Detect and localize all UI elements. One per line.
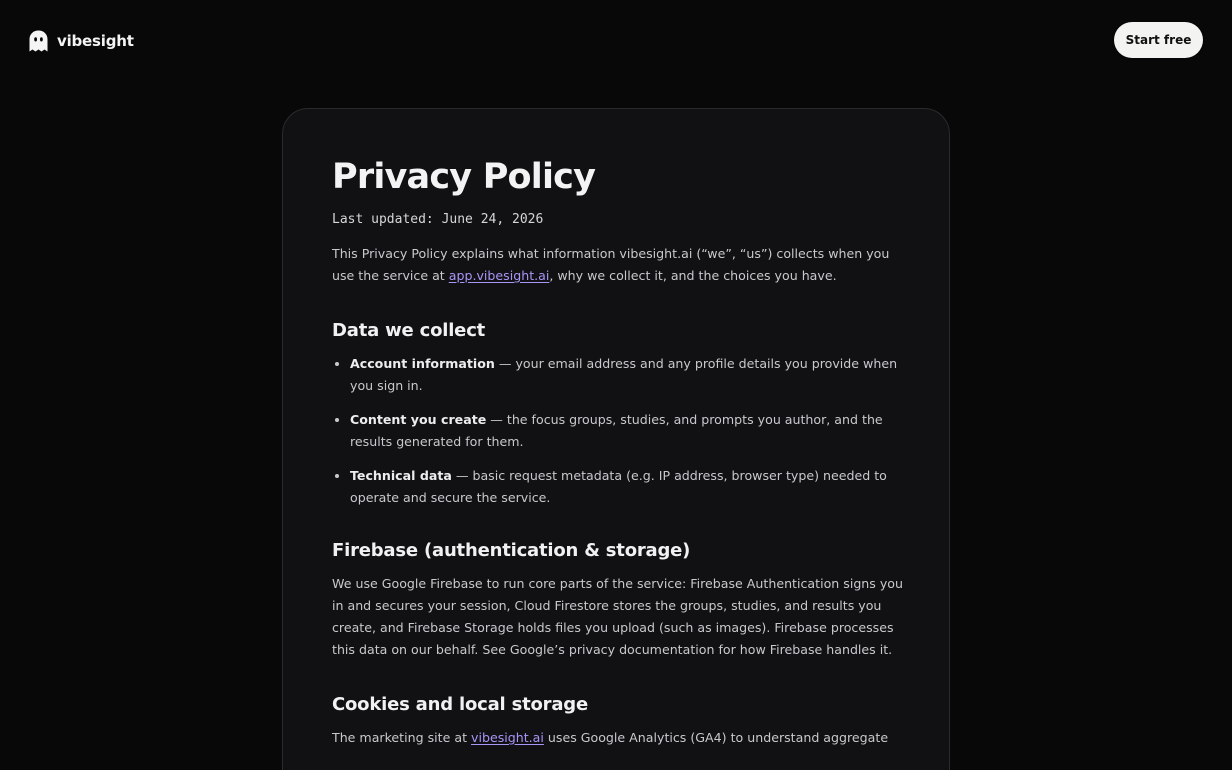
last-updated: Last updated: June 24, 2026	[332, 212, 544, 227]
list-item	[350, 409, 904, 453]
app-link[interactable]: app.vibesight.ai	[448, 268, 550, 283]
list-item-term: Account information	[350, 356, 495, 371]
ghost-logo-icon	[29, 30, 48, 52]
cookies-paragraph	[332, 727, 904, 749]
data-collect-list	[332, 353, 904, 509]
page-title: Privacy Policy	[332, 157, 596, 197]
intro-text-end: , why we collect it, and the choices you have.	[549, 268, 837, 283]
section-heading-cookies: Cookies and local storage	[332, 694, 588, 715]
intro-text-start: This Privacy Policy explains what information vibesight.ai (“we”, “us”) collects when you use the service at	[332, 246, 890, 283]
policy-card	[282, 108, 950, 770]
cookies-text-end: uses Google Analytics (GA4) to understand aggregate	[543, 730, 889, 745]
list-item-term: Content you create	[350, 412, 487, 427]
list-item	[350, 465, 904, 509]
policy-content	[332, 155, 904, 749]
brand-link[interactable]	[29, 30, 134, 52]
firebase-paragraph: We use Google Firebase to run core parts of the service: Firebase Authentication signs you in and secures your session, Cloud Firestore stores the groups, studies, and results you create, and Firebase Storage holds files you upload (such as images). Firebase processes this data on our behalf. See Google’s privacy documentation for how Firebase handles it.	[332, 576, 903, 657]
list-item-text: — the focus groups, studies, and prompts you author, and the results generated for them.	[350, 412, 883, 449]
list-item-term: Technical data	[350, 468, 452, 483]
list-item-text: — your email address and any profile details you provide when you sign in.	[350, 356, 898, 393]
marketing-site-link[interactable]: vibesight.ai	[471, 730, 544, 745]
list-item	[350, 353, 904, 397]
brand-name: vibesight	[57, 32, 134, 50]
intro-paragraph	[332, 243, 904, 287]
start-free-button[interactable]: Start free	[1114, 22, 1203, 58]
cookies-text-start: The marketing site at	[332, 730, 472, 745]
list-item-text: — basic request metadata (e.g. IP address, browser type) needed to operate and secure the service.	[350, 468, 887, 505]
top-bar	[0, 0, 1232, 80]
section-heading-data-collect: Data we collect	[332, 320, 486, 341]
section-heading-firebase: Firebase (authentication & storage)	[332, 540, 691, 561]
